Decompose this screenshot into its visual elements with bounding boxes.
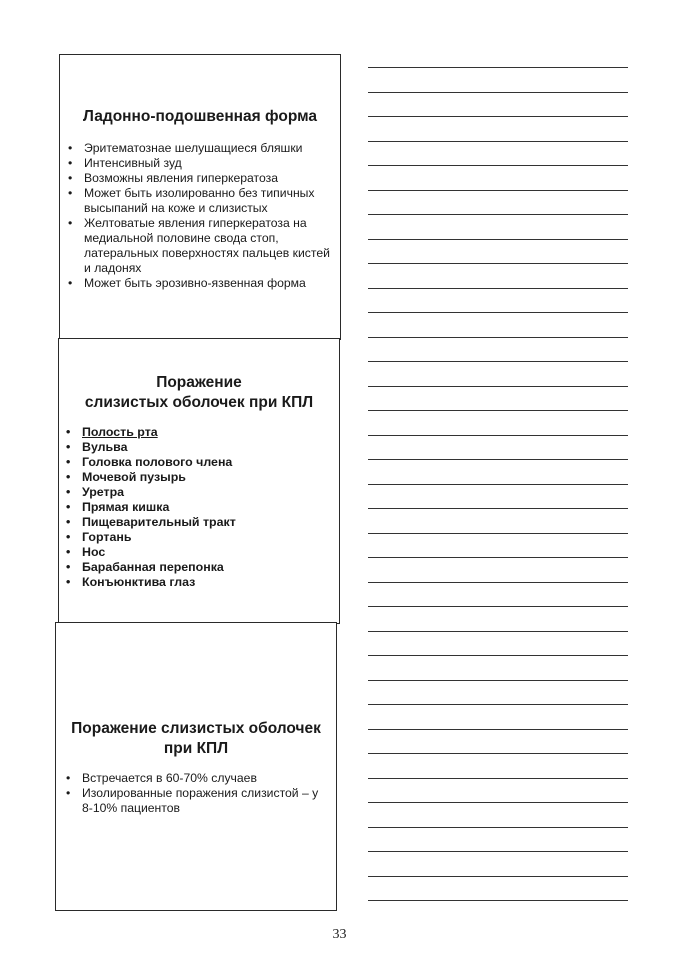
note-line (368, 753, 628, 754)
list-item: • Нос (62, 545, 331, 560)
slide-mucosal-lesions (58, 338, 340, 624)
note-line (368, 631, 628, 632)
list-item: • Интенсивный зуд (64, 156, 332, 171)
note-line (368, 214, 628, 215)
note-line (368, 655, 628, 656)
note-line (368, 851, 628, 852)
page-number: 33 (332, 927, 347, 942)
note-line (368, 606, 628, 607)
note-line (368, 263, 628, 264)
note-line (368, 116, 628, 117)
slide-title (56, 719, 336, 759)
note-line (368, 557, 628, 558)
note-line (368, 900, 628, 901)
note-line (368, 704, 628, 705)
list-item: • Барабанная перепонка (62, 560, 331, 575)
note-line (368, 337, 628, 338)
note-line (368, 680, 628, 681)
list-item: • Головка полового члена (62, 455, 331, 470)
note-line (368, 312, 628, 313)
list-item: • Изолированные поражения слизистой – у 8-10% пациентов (62, 786, 328, 816)
list-item: • Может быть эрозивно-язвенная форма (64, 276, 332, 291)
slide-title-line: Поражение слизистых оболочек (71, 720, 321, 737)
note-line (368, 361, 628, 362)
list-item: • Возможны явления гиперкератоза (64, 171, 332, 186)
list-item (62, 425, 331, 440)
bullet-list (62, 425, 331, 590)
note-line (368, 386, 628, 387)
list-item: • Может быть изолированно без типичных высыпаний на коже и слизистых (64, 186, 332, 216)
note-line (368, 92, 628, 93)
list-item: • Конъюнктива глаз (62, 575, 331, 590)
note-line (368, 435, 628, 436)
list-item: • Прямая кишка (62, 500, 331, 515)
note-line (368, 533, 628, 534)
note-line (368, 165, 628, 166)
list-item: • Уретра (62, 485, 331, 500)
slide-title-line: при КПЛ (163, 740, 229, 757)
list-item-text: Полость рта (82, 425, 158, 439)
slide-title: Ладонно-подошвенная форма (82, 108, 317, 125)
note-lines (368, 67, 628, 925)
note-line (368, 484, 628, 485)
note-line (368, 582, 628, 583)
slide-title-line: слизистых оболочек при КПЛ (84, 394, 314, 411)
note-line (368, 190, 628, 191)
bullet-list (62, 771, 328, 816)
note-line (368, 410, 628, 411)
slide-title (59, 373, 339, 413)
note-line (368, 729, 628, 730)
bullet-list (64, 141, 332, 291)
list-item: • Гортань (62, 530, 331, 545)
slide-title-line: Поражение (156, 374, 242, 391)
list-item: • Пищеварительный тракт (62, 515, 331, 530)
list-item: • Эритематознае шелушащиеся бляшки (64, 141, 332, 156)
slide-palmoplantar-form (59, 54, 341, 340)
note-line (368, 67, 628, 68)
note-line (368, 827, 628, 828)
note-line (368, 876, 628, 877)
note-line (368, 508, 628, 509)
note-line (368, 288, 628, 289)
list-item: • Мочевой пузырь (62, 470, 331, 485)
list-item: • Встречается в 60-70% случаев (62, 771, 328, 786)
list-item: • Вульва (62, 440, 331, 455)
note-line (368, 778, 628, 779)
note-line (368, 459, 628, 460)
slide-mucosal-frequency (55, 622, 337, 911)
note-line (368, 802, 628, 803)
note-line (368, 141, 628, 142)
note-line (368, 239, 628, 240)
list-item: • Желтоватые явления гиперкератоза на медиальной половине свода стоп, латеральных поверхностях пальцев кистей и ладонях (64, 216, 332, 276)
